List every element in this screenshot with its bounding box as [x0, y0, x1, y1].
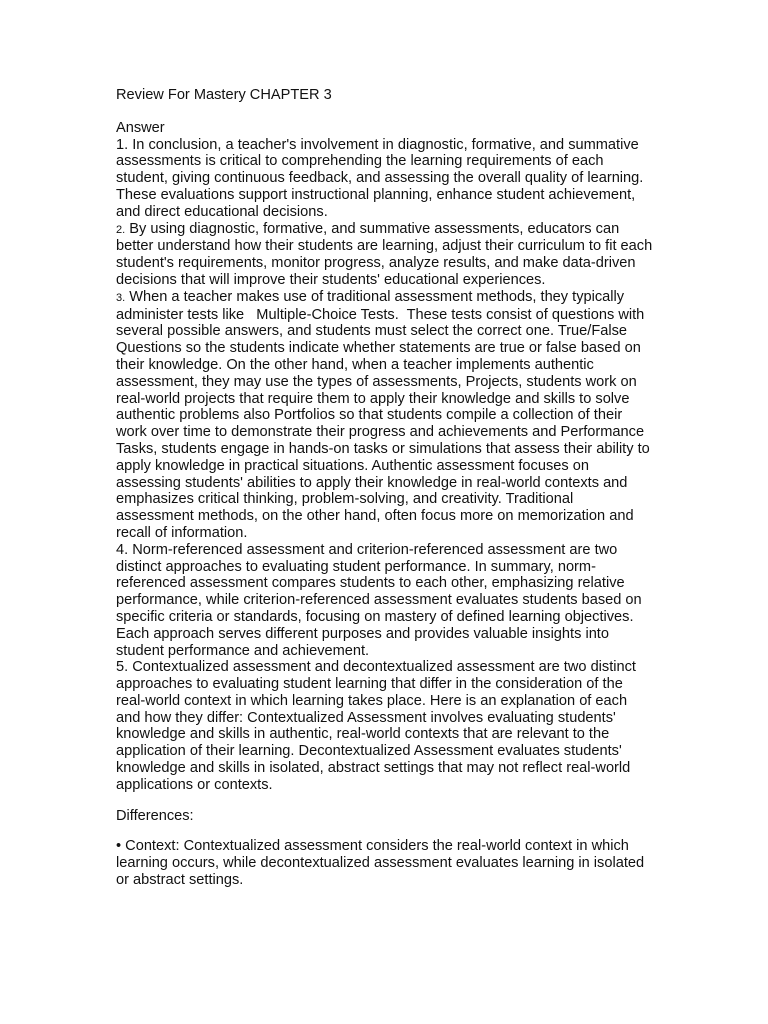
item-number: 3. — [116, 291, 126, 304]
item-text: In conclusion, a teacher's involvement in diagnostic, formative, and summative assessments is critical to comprehending the learning requirements of each student, giving continuous feedback, and assessing the overall quality of learning. These evaluations support instructional planning, enhance student achievement, and direct educational decisions. — [116, 136, 644, 220]
differences-bullet-context: • Context: Contextualized assessment considers the real-world context in which learning occurs, while decontextualized assessment evaluates learning in isolated or abstract settings. — [116, 838, 645, 889]
differences-heading: Differences: — [116, 807, 194, 824]
item-text: When a teacher makes use of traditional assessment methods, they typically administer tests like Multiple-Choice Tests. These tests consist of questions with several possible answers, and students must select the correct one. True/False Questions so the students indicate whether statements are true or false based on their knowledge. On the other hand, when a teacher implements authentic assessment, they may use the types of assessments, Projects, students work on real-world projects that require them to apply their knowledge and skills to solve authentic problems also Portfolios so that students compile a collection of their work over time to demonstrate their progress and achievements and Performance Tasks, students engage in hands-on tasks or simulations that assess their ability to apply knowledge in practical situations. Authentic assessment focuses on assessing students' abilities to apply their knowledge in real-world contexts and emphasizes critical thinking, problem-solving, and creativity. Traditional assessment methods, on the other hand, often focus more on memorization and recall of information. — [116, 288, 654, 541]
spacer — [116, 824, 654, 838]
item-text: By using diagnostic, formative, and summative assessments, educators can better understand how their students are learning, adjust their curriculum to fit each student's requirements, monitor progress, analyze results, and make data-driven decisions that will improve their students' educational experiences. — [116, 220, 653, 288]
answer-item-1 — [116, 137, 654, 221]
item-number: 4. — [116, 541, 129, 558]
spacer — [116, 794, 654, 808]
answer-item-2 — [116, 221, 654, 289]
item-text: Contextualized assessment and decontextualized assessment are two distinct approaches to evaluating student learning that differ in the consideration of the real-world context in which learning takes place. Here is an explanation of each and how they differ: Contextualized Assessment involves evaluating students' knowledge and skills in authentic, real-world contexts that are relevant to the application of their learning. Decontextualized Assessment evaluates students' knowledge and skills in isolated, abstract settings that may not reflect real-world applications or contexts. — [116, 659, 636, 793]
item-text: Norm-referenced assessment and criterion-referenced assessment are two distinct approaches to evaluating student performance. In summary, norm-referenced assessment compares students to each other, emphasizing relative performance, while criterion-referenced assessment evaluates students based on specific criteria or standards, focusing on mastery of defined learning objectives. Each approach serves different purposes and provides valuable insights into student performance and achievement. — [116, 541, 642, 659]
document-title: Review For Mastery CHAPTER 3 — [116, 87, 332, 103]
answer-item-3 — [116, 289, 654, 542]
answer-heading: Answer — [116, 119, 165, 136]
answer-item-4 — [116, 542, 654, 660]
answer-item-5 — [116, 659, 654, 793]
document-page — [116, 87, 654, 889]
item-number: 5. — [116, 659, 129, 676]
item-number: 2. — [116, 223, 126, 236]
item-number: 1. — [116, 136, 129, 153]
